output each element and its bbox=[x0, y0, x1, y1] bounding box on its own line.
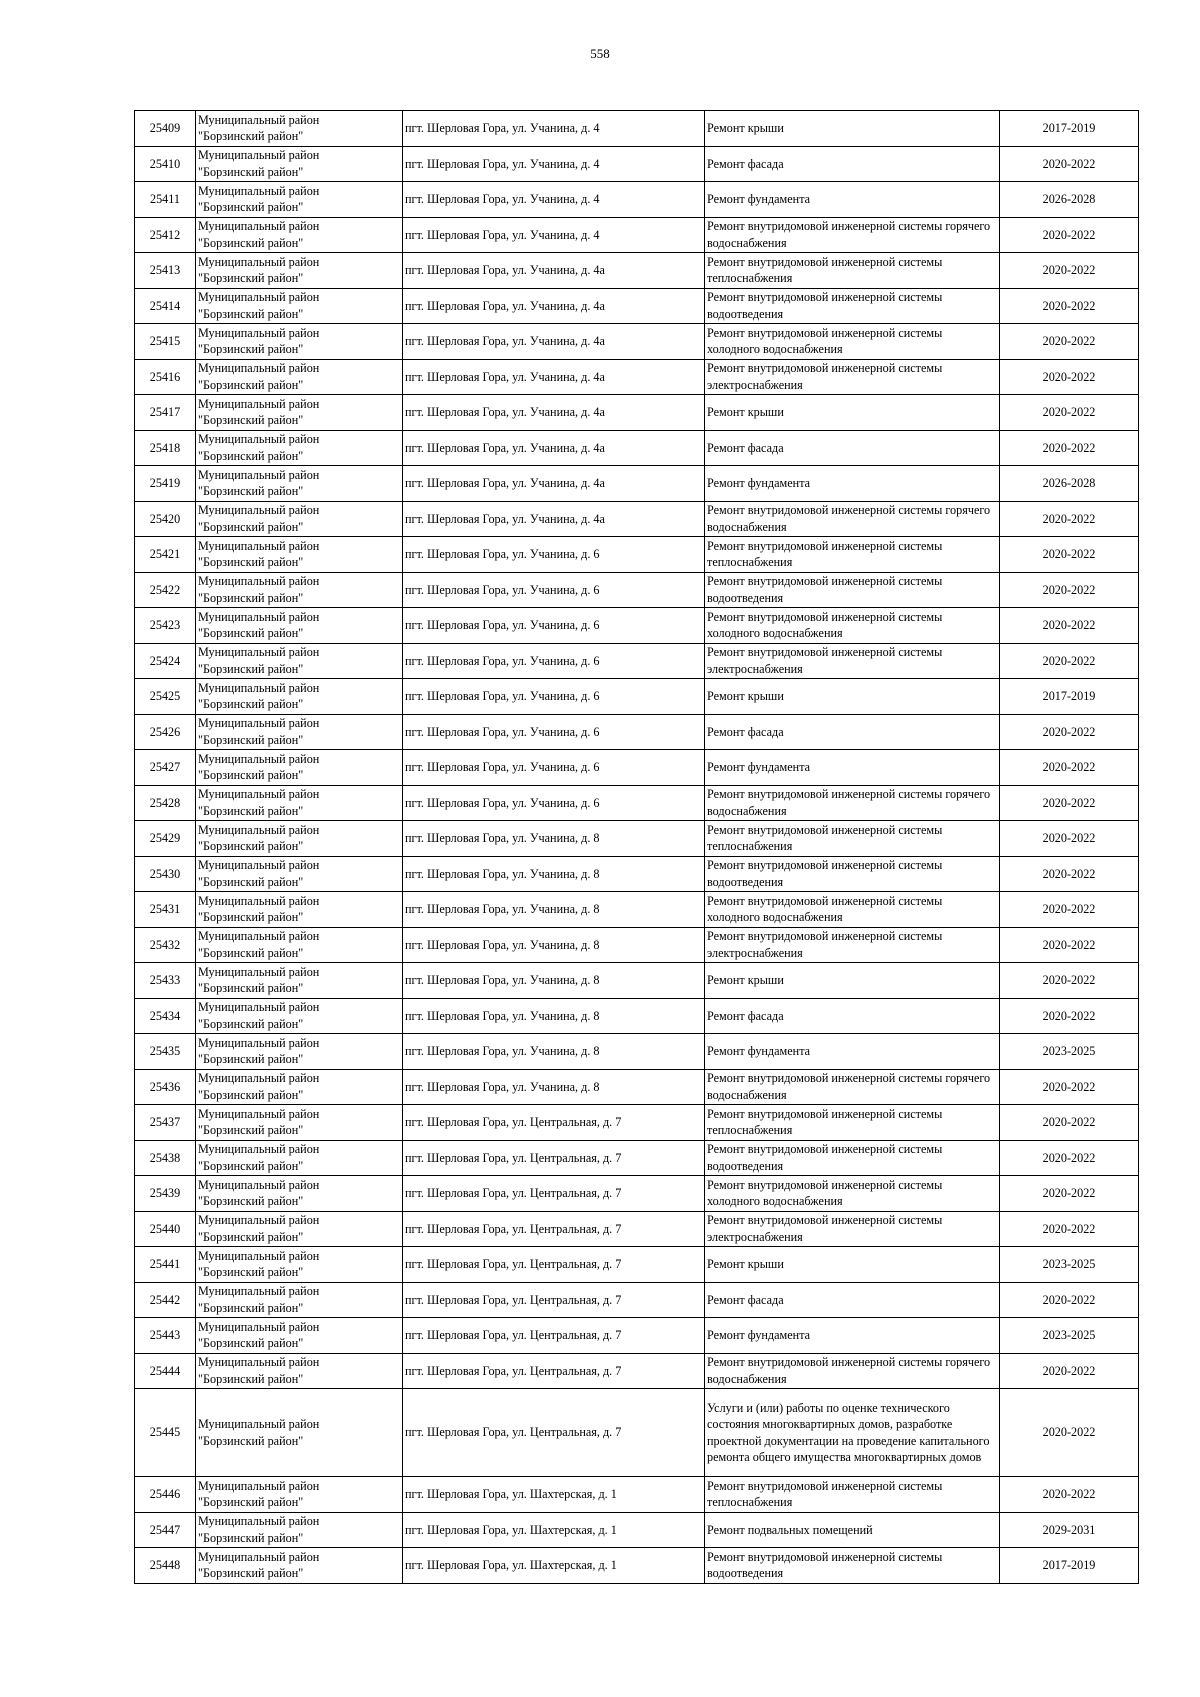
cell-period: 2020-2022 bbox=[1000, 963, 1139, 999]
table-row bbox=[135, 1477, 1139, 1513]
cell-period: 2020-2022 bbox=[1000, 998, 1139, 1034]
cell-record-number: 25426 bbox=[135, 714, 196, 750]
cell-work-type: Ремонт внутридомовой инженерной системы электроснабжения bbox=[705, 927, 1000, 963]
cell-work-type: Ремонт внутридомовой инженерной системы горячего водоснабжения bbox=[705, 501, 1000, 537]
cell-record-number: 25414 bbox=[135, 288, 196, 324]
cell-period: 2020-2022 bbox=[1000, 324, 1139, 360]
cell-record-number: 25441 bbox=[135, 1247, 196, 1283]
cell-work-type: Ремонт фасада bbox=[705, 1282, 1000, 1318]
cell-municipality: Муниципальный район "Борзинский район" bbox=[196, 821, 403, 857]
cell-address: пгт. Шерловая Гора, ул. Центральная, д. 7 bbox=[403, 1318, 705, 1354]
cell-address: пгт. Шерловая Гора, ул. Учанина, д. 6 bbox=[403, 714, 705, 750]
cell-work-type: Ремонт внутридомовой инженерной системы горячего водоснабжения bbox=[705, 1353, 1000, 1389]
cell-period: 2020-2022 bbox=[1000, 430, 1139, 466]
table-row bbox=[135, 1211, 1139, 1247]
cell-municipality: Муниципальный район "Борзинский район" bbox=[196, 111, 403, 147]
cell-municipality: Муниципальный район "Борзинский район" bbox=[196, 892, 403, 928]
table-row bbox=[135, 1176, 1139, 1212]
cell-work-type: Ремонт внутридомовой инженерной системы горячего водоснабжения bbox=[705, 1069, 1000, 1105]
cell-record-number: 25448 bbox=[135, 1548, 196, 1584]
table-row bbox=[135, 253, 1139, 289]
cell-work-type: Ремонт внутридомовой инженерной системы электроснабжения bbox=[705, 1211, 1000, 1247]
cell-work-type: Ремонт внутридомовой инженерной системы электроснабжения bbox=[705, 643, 1000, 679]
cell-municipality: Муниципальный район "Борзинский район" bbox=[196, 1176, 403, 1212]
cell-period: 2023-2025 bbox=[1000, 1318, 1139, 1354]
cell-period: 2017-2019 bbox=[1000, 111, 1139, 147]
cell-address: пгт. Шерловая Гора, ул. Учанина, д. 4а bbox=[403, 466, 705, 502]
table-row bbox=[135, 714, 1139, 750]
cell-municipality: Муниципальный район "Борзинский район" bbox=[196, 217, 403, 253]
cell-record-number: 25420 bbox=[135, 501, 196, 537]
cell-record-number: 25430 bbox=[135, 856, 196, 892]
cell-address: пгт. Шерловая Гора, ул. Центральная, д. 7 bbox=[403, 1105, 705, 1141]
cell-record-number: 25439 bbox=[135, 1176, 196, 1212]
cell-work-type: Ремонт внутридомовой инженерной системы теплоснабжения bbox=[705, 1477, 1000, 1513]
cell-work-type: Ремонт фасада bbox=[705, 714, 1000, 750]
cell-address: пгт. Шерловая Гора, ул. Учанина, д. 8 bbox=[403, 963, 705, 999]
cell-municipality: Муниципальный район "Борзинский район" bbox=[196, 501, 403, 537]
table-row bbox=[135, 217, 1139, 253]
cell-municipality: Муниципальный район "Борзинский район" bbox=[196, 714, 403, 750]
cell-address: пгт. Шерловая Гора, ул. Учанина, д. 4а bbox=[403, 253, 705, 289]
cell-municipality: Муниципальный район "Борзинский район" bbox=[196, 572, 403, 608]
cell-period: 2020-2022 bbox=[1000, 1477, 1139, 1513]
cell-period: 2020-2022 bbox=[1000, 1069, 1139, 1105]
cell-address: пгт. Шерловая Гора, ул. Учанина, д. 4а bbox=[403, 359, 705, 395]
cell-record-number: 25427 bbox=[135, 750, 196, 786]
table-row bbox=[135, 1353, 1139, 1389]
cell-record-number: 25437 bbox=[135, 1105, 196, 1141]
cell-address: пгт. Шерловая Гора, ул. Учанина, д. 4а bbox=[403, 395, 705, 431]
cell-work-type: Ремонт подвальных помещений bbox=[705, 1512, 1000, 1548]
table-row bbox=[135, 501, 1139, 537]
cell-municipality: Муниципальный район "Борзинский район" bbox=[196, 1282, 403, 1318]
cell-period: 2020-2022 bbox=[1000, 1105, 1139, 1141]
table-row bbox=[135, 359, 1139, 395]
cell-municipality: Муниципальный район "Борзинский район" bbox=[196, 1477, 403, 1513]
cell-address: пгт. Шерловая Гора, ул. Учанина, д. 8 bbox=[403, 1069, 705, 1105]
cell-work-type: Ремонт внутридомовой инженерной системы холодного водоснабжения bbox=[705, 1176, 1000, 1212]
cell-address: пгт. Шерловая Гора, ул. Учанина, д. 4 bbox=[403, 217, 705, 253]
cell-period: 2020-2022 bbox=[1000, 253, 1139, 289]
cell-record-number: 25419 bbox=[135, 466, 196, 502]
cell-municipality: Муниципальный район "Борзинский район" bbox=[196, 785, 403, 821]
table-row bbox=[135, 1247, 1139, 1283]
table-row bbox=[135, 1512, 1139, 1548]
cell-period: 2020-2022 bbox=[1000, 1282, 1139, 1318]
cell-work-type: Ремонт фундамента bbox=[705, 182, 1000, 218]
cell-work-type: Ремонт внутридомовой инженерной системы холодного водоснабжения bbox=[705, 608, 1000, 644]
cell-address: пгт. Шерловая Гора, ул. Центральная, д. 7 bbox=[403, 1176, 705, 1212]
cell-work-type: Ремонт крыши bbox=[705, 111, 1000, 147]
table-row bbox=[135, 679, 1139, 715]
table-row bbox=[135, 1105, 1139, 1141]
cell-record-number: 25446 bbox=[135, 1477, 196, 1513]
cell-work-type: Ремонт фундамента bbox=[705, 466, 1000, 502]
cell-period: 2020-2022 bbox=[1000, 501, 1139, 537]
cell-record-number: 25428 bbox=[135, 785, 196, 821]
cell-municipality: Муниципальный район "Борзинский район" bbox=[196, 1318, 403, 1354]
cell-work-type: Ремонт внутридомовой инженерной системы горячего водоснабжения bbox=[705, 785, 1000, 821]
cell-record-number: 25417 bbox=[135, 395, 196, 431]
cell-address: пгт. Шерловая Гора, ул. Учанина, д. 8 bbox=[403, 1034, 705, 1070]
cell-municipality: Муниципальный район "Борзинский район" bbox=[196, 1034, 403, 1070]
table-row bbox=[135, 430, 1139, 466]
table-row bbox=[135, 537, 1139, 573]
cell-municipality: Муниципальный район "Борзинский район" bbox=[196, 963, 403, 999]
cell-period: 2023-2025 bbox=[1000, 1034, 1139, 1070]
cell-record-number: 25443 bbox=[135, 1318, 196, 1354]
cell-record-number: 25442 bbox=[135, 1282, 196, 1318]
cell-period: 2017-2019 bbox=[1000, 1548, 1139, 1584]
cell-address: пгт. Шерловая Гора, ул. Учанина, д. 4а bbox=[403, 430, 705, 466]
cell-period: 2020-2022 bbox=[1000, 537, 1139, 573]
cell-work-type: Ремонт внутридомовой инженерной системы водоотведения bbox=[705, 288, 1000, 324]
cell-period: 2020-2022 bbox=[1000, 821, 1139, 857]
table-row bbox=[135, 182, 1139, 218]
cell-address: пгт. Шерловая Гора, ул. Учанина, д. 4 bbox=[403, 182, 705, 218]
table-row bbox=[135, 1034, 1139, 1070]
cell-municipality: Муниципальный район "Борзинский район" bbox=[196, 537, 403, 573]
cell-period: 2023-2025 bbox=[1000, 1247, 1139, 1283]
cell-address: пгт. Шерловая Гора, ул. Центральная, д. 7 bbox=[403, 1247, 705, 1283]
cell-period: 2020-2022 bbox=[1000, 1140, 1139, 1176]
cell-record-number: 25435 bbox=[135, 1034, 196, 1070]
cell-work-type: Ремонт внутридомовой инженерной системы горячего водоснабжения bbox=[705, 217, 1000, 253]
cell-work-type: Ремонт фундамента bbox=[705, 1318, 1000, 1354]
cell-record-number: 25413 bbox=[135, 253, 196, 289]
cell-record-number: 25409 bbox=[135, 111, 196, 147]
cell-record-number: 25418 bbox=[135, 430, 196, 466]
cell-address: пгт. Шерловая Гора, ул. Учанина, д. 8 bbox=[403, 892, 705, 928]
cell-address: пгт. Шерловая Гора, ул. Учанина, д. 6 bbox=[403, 608, 705, 644]
cell-municipality: Муниципальный район "Борзинский район" bbox=[196, 998, 403, 1034]
table-row bbox=[135, 785, 1139, 821]
cell-address: пгт. Шерловая Гора, ул. Центральная, д. 7 bbox=[403, 1282, 705, 1318]
table-row bbox=[135, 1282, 1139, 1318]
cell-period: 2020-2022 bbox=[1000, 927, 1139, 963]
cell-municipality: Муниципальный район "Борзинский район" bbox=[196, 1353, 403, 1389]
cell-municipality: Муниципальный район "Борзинский район" bbox=[196, 643, 403, 679]
cell-work-type: Ремонт крыши bbox=[705, 1247, 1000, 1283]
cell-record-number: 25431 bbox=[135, 892, 196, 928]
cell-address: пгт. Шерловая Гора, ул. Учанина, д. 4а bbox=[403, 324, 705, 360]
cell-record-number: 25423 bbox=[135, 608, 196, 644]
cell-record-number: 25432 bbox=[135, 927, 196, 963]
table-body bbox=[135, 111, 1139, 1584]
cell-period: 2020-2022 bbox=[1000, 1176, 1139, 1212]
cell-municipality: Муниципальный район "Борзинский район" bbox=[196, 927, 403, 963]
cell-period: 2020-2022 bbox=[1000, 1389, 1139, 1477]
cell-period: 2026-2028 bbox=[1000, 466, 1139, 502]
cell-period: 2020-2022 bbox=[1000, 1211, 1139, 1247]
cell-municipality: Муниципальный район "Борзинский район" bbox=[196, 395, 403, 431]
cell-address: пгт. Шерловая Гора, ул. Центральная, д. 7 bbox=[403, 1353, 705, 1389]
table-row bbox=[135, 395, 1139, 431]
cell-record-number: 25410 bbox=[135, 146, 196, 182]
cell-address: пгт. Шерловая Гора, ул. Учанина, д. 4 bbox=[403, 146, 705, 182]
cell-address: пгт. Шерловая Гора, ул. Учанина, д. 6 bbox=[403, 750, 705, 786]
cell-work-type: Ремонт крыши bbox=[705, 395, 1000, 431]
cell-address: пгт. Шерловая Гора, ул. Учанина, д. 6 bbox=[403, 643, 705, 679]
cell-municipality: Муниципальный район "Борзинский район" bbox=[196, 1512, 403, 1548]
table-row bbox=[135, 1389, 1139, 1477]
cell-record-number: 25438 bbox=[135, 1140, 196, 1176]
cell-address: пгт. Шерловая Гора, ул. Учанина, д. 4а bbox=[403, 288, 705, 324]
cell-period: 2020-2022 bbox=[1000, 608, 1139, 644]
cell-record-number: 25429 bbox=[135, 821, 196, 857]
cell-municipality: Муниципальный район "Борзинский район" bbox=[196, 856, 403, 892]
cell-work-type: Ремонт внутридомовой инженерной системы теплоснабжения bbox=[705, 1105, 1000, 1141]
table-row bbox=[135, 821, 1139, 857]
cell-address: пгт. Шерловая Гора, ул. Учанина, д. 8 bbox=[403, 927, 705, 963]
cell-work-type: Услуги и (или) работы по оценке технического состояния многоквартирных домов, разработке проектной документации на проведение капитального ремонта общего имущества многоквартирных домов bbox=[705, 1389, 1000, 1477]
cell-period: 2020-2022 bbox=[1000, 714, 1139, 750]
table-row bbox=[135, 572, 1139, 608]
table-row bbox=[135, 466, 1139, 502]
cell-work-type: Ремонт фундамента bbox=[705, 750, 1000, 786]
cell-municipality: Муниципальный район "Борзинский район" bbox=[196, 1389, 403, 1477]
cell-record-number: 25421 bbox=[135, 537, 196, 573]
cell-period: 2020-2022 bbox=[1000, 217, 1139, 253]
cell-record-number: 25412 bbox=[135, 217, 196, 253]
cell-municipality: Муниципальный район "Борзинский район" bbox=[196, 359, 403, 395]
table-row bbox=[135, 1318, 1139, 1354]
cell-record-number: 25424 bbox=[135, 643, 196, 679]
cell-work-type: Ремонт внутридомовой инженерной системы холодного водоснабжения bbox=[705, 892, 1000, 928]
cell-work-type: Ремонт внутридомовой инженерной системы водоотведения bbox=[705, 572, 1000, 608]
cell-period: 2020-2022 bbox=[1000, 572, 1139, 608]
cell-municipality: Муниципальный район "Борзинский район" bbox=[196, 1247, 403, 1283]
cell-record-number: 25445 bbox=[135, 1389, 196, 1477]
cell-period: 2017-2019 bbox=[1000, 679, 1139, 715]
cell-address: пгт. Шерловая Гора, ул. Учанина, д. 4а bbox=[403, 501, 705, 537]
cell-municipality: Муниципальный район "Борзинский район" bbox=[196, 608, 403, 644]
table-row bbox=[135, 998, 1139, 1034]
cell-record-number: 25436 bbox=[135, 1069, 196, 1105]
cell-work-type: Ремонт фасада bbox=[705, 998, 1000, 1034]
table-row bbox=[135, 750, 1139, 786]
cell-work-type: Ремонт фундамента bbox=[705, 1034, 1000, 1070]
cell-municipality: Муниципальный район "Борзинский район" bbox=[196, 253, 403, 289]
page-number: 558 bbox=[590, 46, 610, 61]
cell-address: пгт. Шерловая Гора, ул. Учанина, д. 6 bbox=[403, 572, 705, 608]
cell-work-type: Ремонт внутридомовой инженерной системы теплоснабжения bbox=[705, 821, 1000, 857]
cell-municipality: Муниципальный район "Борзинский район" bbox=[196, 1069, 403, 1105]
cell-work-type: Ремонт крыши bbox=[705, 679, 1000, 715]
cell-address: пгт. Шерловая Гора, ул. Учанина, д. 8 bbox=[403, 998, 705, 1034]
table-row bbox=[135, 643, 1139, 679]
cell-period: 2020-2022 bbox=[1000, 395, 1139, 431]
cell-municipality: Муниципальный район "Борзинский район" bbox=[196, 1211, 403, 1247]
table-row bbox=[135, 146, 1139, 182]
cell-address: пгт. Шерловая Гора, ул. Центральная, д. 7 bbox=[403, 1389, 705, 1477]
cell-period: 2020-2022 bbox=[1000, 856, 1139, 892]
cell-record-number: 25433 bbox=[135, 963, 196, 999]
cell-municipality: Муниципальный район "Борзинский район" bbox=[196, 182, 403, 218]
cell-record-number: 25416 bbox=[135, 359, 196, 395]
cell-period: 2020-2022 bbox=[1000, 643, 1139, 679]
cell-address: пгт. Шерловая Гора, ул. Учанина, д. 6 bbox=[403, 785, 705, 821]
cell-period: 2020-2022 bbox=[1000, 892, 1139, 928]
cell-municipality: Муниципальный район "Борзинский район" bbox=[196, 430, 403, 466]
table-row bbox=[135, 288, 1139, 324]
cell-record-number: 25447 bbox=[135, 1512, 196, 1548]
table-row bbox=[135, 111, 1139, 147]
cell-address: пгт. Шерловая Гора, ул. Центральная, д. 7 bbox=[403, 1140, 705, 1176]
cell-address: пгт. Шерловая Гора, ул. Учанина, д. 4 bbox=[403, 111, 705, 147]
cell-municipality: Муниципальный район "Борзинский район" bbox=[196, 750, 403, 786]
cell-address: пгт. Шерловая Гора, ул. Центральная, д. 7 bbox=[403, 1211, 705, 1247]
cell-address: пгт. Шерловая Гора, ул. Шахтерская, д. 1 bbox=[403, 1548, 705, 1584]
cell-work-type: Ремонт фасада bbox=[705, 430, 1000, 466]
cell-record-number: 25440 bbox=[135, 1211, 196, 1247]
cell-record-number: 25411 bbox=[135, 182, 196, 218]
table-row bbox=[135, 1548, 1139, 1584]
cell-record-number: 25415 bbox=[135, 324, 196, 360]
cell-record-number: 25444 bbox=[135, 1353, 196, 1389]
cell-municipality: Муниципальный район "Борзинский район" bbox=[196, 288, 403, 324]
cell-work-type: Ремонт фасада bbox=[705, 146, 1000, 182]
cell-address: пгт. Шерловая Гора, ул. Шахтерская, д. 1 bbox=[403, 1477, 705, 1513]
cell-work-type: Ремонт внутридомовой инженерной системы водоотведения bbox=[705, 1140, 1000, 1176]
table-row bbox=[135, 856, 1139, 892]
table-row bbox=[135, 324, 1139, 360]
cell-municipality: Муниципальный район "Борзинский район" bbox=[196, 466, 403, 502]
repair-schedule-table bbox=[134, 110, 1139, 1584]
cell-municipality: Муниципальный район "Борзинский район" bbox=[196, 1105, 403, 1141]
cell-record-number: 25425 bbox=[135, 679, 196, 715]
cell-period: 2020-2022 bbox=[1000, 146, 1139, 182]
cell-address: пгт. Шерловая Гора, ул. Учанина, д. 6 bbox=[403, 537, 705, 573]
cell-municipality: Муниципальный район "Борзинский район" bbox=[196, 679, 403, 715]
cell-work-type: Ремонт внутридомовой инженерной системы водоотведения bbox=[705, 856, 1000, 892]
cell-period: 2020-2022 bbox=[1000, 750, 1139, 786]
cell-address: пгт. Шерловая Гора, ул. Учанина, д. 6 bbox=[403, 679, 705, 715]
cell-work-type: Ремонт внутридомовой инженерной системы теплоснабжения bbox=[705, 537, 1000, 573]
cell-period: 2020-2022 bbox=[1000, 785, 1139, 821]
table-row bbox=[135, 1140, 1139, 1176]
cell-municipality: Муниципальный район "Борзинский район" bbox=[196, 1140, 403, 1176]
cell-address: пгт. Шерловая Гора, ул. Учанина, д. 8 bbox=[403, 856, 705, 892]
cell-address: пгт. Шерловая Гора, ул. Учанина, д. 8 bbox=[403, 821, 705, 857]
cell-municipality: Муниципальный район "Борзинский район" bbox=[196, 146, 403, 182]
table-row bbox=[135, 1069, 1139, 1105]
cell-work-type: Ремонт внутридомовой инженерной системы водоотведения bbox=[705, 1548, 1000, 1584]
table-row bbox=[135, 927, 1139, 963]
cell-period: 2020-2022 bbox=[1000, 1353, 1139, 1389]
cell-work-type: Ремонт крыши bbox=[705, 963, 1000, 999]
cell-period: 2026-2028 bbox=[1000, 182, 1139, 218]
table-row bbox=[135, 608, 1139, 644]
table-row bbox=[135, 892, 1139, 928]
cell-record-number: 25422 bbox=[135, 572, 196, 608]
table-row bbox=[135, 963, 1139, 999]
cell-period: 2020-2022 bbox=[1000, 288, 1139, 324]
cell-work-type: Ремонт внутридомовой инженерной системы теплоснабжения bbox=[705, 253, 1000, 289]
cell-period: 2029-2031 bbox=[1000, 1512, 1139, 1548]
cell-municipality: Муниципальный район "Борзинский район" bbox=[196, 1548, 403, 1584]
cell-work-type: Ремонт внутридомовой инженерной системы холодного водоснабжения bbox=[705, 324, 1000, 360]
cell-address: пгт. Шерловая Гора, ул. Шахтерская, д. 1 bbox=[403, 1512, 705, 1548]
cell-record-number: 25434 bbox=[135, 998, 196, 1034]
cell-work-type: Ремонт внутридомовой инженерной системы электроснабжения bbox=[705, 359, 1000, 395]
cell-period: 2020-2022 bbox=[1000, 359, 1139, 395]
cell-municipality: Муниципальный район "Борзинский район" bbox=[196, 324, 403, 360]
